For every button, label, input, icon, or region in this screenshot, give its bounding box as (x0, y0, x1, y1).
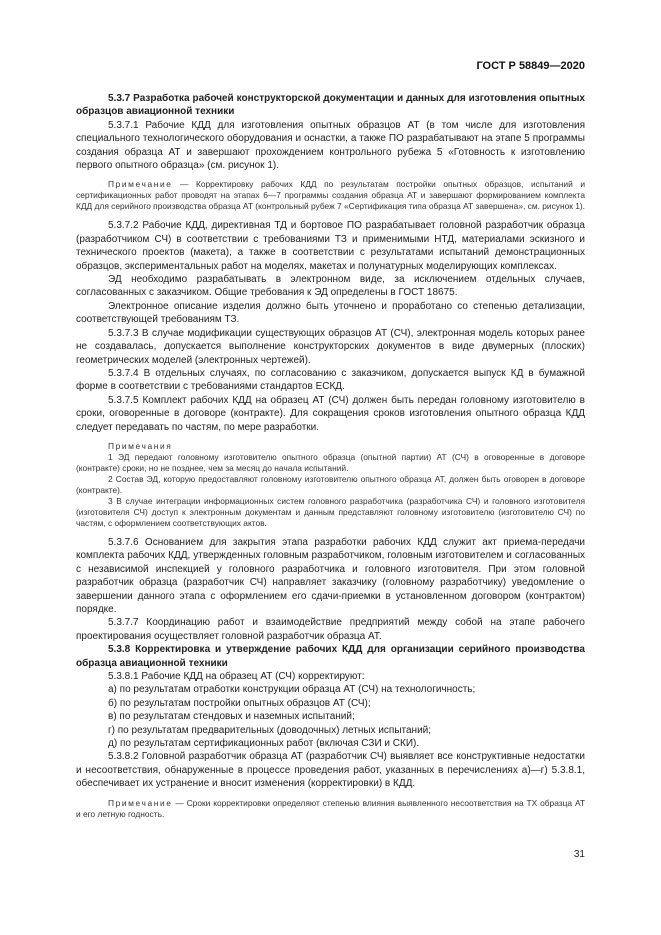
note-label: Примечание (108, 797, 173, 808)
paragraph-electronic-description: Электронное описание изделия должно быть уточнено и проработано со степенью детализации, соответствующей требованиям ТЗ. (76, 300, 585, 326)
note-item: 2 Состав ЭД, которую предоставляют головному изготовителю опытного образца АТ, должен быть оговорен в договоре (контракте). (76, 473, 585, 495)
list-item: д) по результатам сертификационных работ (включая СЗИ и СКИ). (108, 738, 420, 750)
paragraph-5-3-7-5: 5.3.7.5 Комплект рабочих КДД на образец АТ (СЧ) должен быть передан головному изготовителю в сроки, оговоренные в договоре (контракте). Для сокращения сроков изготовления опытного образца КДД следует передавать по частям, по мере разработки. (76, 394, 585, 433)
list-item: г) по результатам предварительных (доводочных) летных испытаний; (108, 724, 432, 736)
page-number: 31 (573, 849, 585, 860)
note-5-3-8-2 (76, 798, 585, 820)
note-5-3-7-1 (76, 179, 585, 212)
paragraph-5-3-7-1: 5.3.7.1 Рабочие КДД для изготовления опытных образцов АТ (в том числе для изготовления специального технологического оборудования и оснастки, а также ПО разрабатывают на этапе 5 программы создания образца АТ и завершают прохождением контрольного рубежа 5 «Готовность к изготовлению первого опытного образца» (см. рисунок 1). (76, 119, 585, 172)
correction-list (76, 683, 585, 750)
paragraph-5-3-8-2: 5.3.8.2 Головной разработчик образца АТ (разработчик СЧ) выявляет все конструктивные недостатки и несоответствия, обнаруженные в процессе проведения работ, указанных в перечислениях а)—г) 5.3.8.1, обеспечивает их устранение и вносит изменения (корректировки) в КДД. (76, 751, 585, 790)
note-text: — Сроки корректировки определяют степенью влияния выявленного несоответствия на ТХ образца АТ и его летную годность. (76, 797, 585, 819)
note-item: 3 В случае интеграции информационных систем головного разработчика (разработчика СЧ) и головного изготовителя (изготовителя СЧ) доступ к электронным документам и данным представляют головному изготовителю (изготовителю СЧ) по частям, с оформлением соответствующих актов. (76, 495, 585, 528)
page-content (76, 92, 585, 827)
paragraph-5-3-7-6: 5.3.7.6 Основанием для закрытия этапа разработки рабочих КДД служит акт приема-передачи комплекта рабочих КДД, утвержденных головным разработчиком, головным изготовителем и согласованных с независимой инспекцией у головного разработчика и головного изготовителя. При этом головной разработчик образца (разработчик СЧ) направляет заказчику (головному разработчику) уведомление о завершении данного этапа с оформлением его сдачи-приемки в установленном договором (контрактом) порядке. (76, 536, 585, 615)
section-heading-5-3-8: 5.3.8 Корректировка и утверждение рабочих КДД для организации серийного производства образца авиационной техники (76, 644, 585, 669)
document-id: ГОСТ Р 58849—2020 (476, 60, 585, 72)
list-item: б) по результатам постройки опытных образцов АТ (СЧ); (108, 697, 371, 709)
paragraph-5-3-7-4: 5.3.7.4 В отдельных случаях, по согласованию с заказчиком, допускается выпуск КД в бумажной форме в соответствии с требованиями стандартов ЕСКД. (76, 367, 585, 393)
section-heading-5-3-7: 5.3.7 Разработка рабочей конструкторской документации и данных для изготовления опытных образцов авиационной техники (76, 93, 585, 118)
paragraph-5-3-7-3: 5.3.7.3 В случае модификации существующих образцов АТ (СЧ), электронная модель которых ранее не создавалась, допускается выполнение конструкторских документов в виде двумерных (плоских) геометрических моделей (электронных чертежей). (76, 327, 585, 366)
note-text: — Корректировку рабочих КДД по результатам постройки опытных образцов, испытаний и сертификационных работ проводят на этапах 6—7 программы создания образца АТ и завершают формированием комплекта КДД для серийного производства образца АТ (контрольный рубеж 7 «Сертификация типа образца АТ завершена», см. рисунок 1). (76, 179, 585, 212)
paragraph-5-3-8-1: 5.3.8.1 Рабочие КДД на образец АТ (СЧ) корректируют: (108, 671, 365, 682)
list-item: а) по результатам отработки конструкции образца АТ (СЧ) на технологичность; (108, 684, 476, 696)
paragraph-ed: ЭД необходимо разрабатывать в электронном виде, за исключением отдельных случаев, согласованных с заказчиком. Общие требования к ЭД определены в ГОСТ 18675. (76, 274, 585, 299)
list-item: в) по результатам стендовых и наземных испытаний; (108, 711, 355, 723)
note-item: 1 ЭД передают головному изготовителю опытного образца (опытной партии) АТ (СЧ) в оговоренные в договоре (контракте) сроки, но не позднее, чем за месяц до начала испытаний. (76, 451, 585, 473)
notes-label: Примечания (108, 440, 173, 451)
paragraph-5-3-7-7: 5.3.7.7 Координацию работ и взаимодействие предприятий между собой на этапе рабочего проектирования осуществляет головной разработчик образца АТ. (76, 617, 585, 642)
paragraph-5-3-7-2: 5.3.7.2 Рабочие КДД, директивная ТД и бортовое ПО разрабатывает головной разработчик образца (разработчиком СЧ) в соответствии с требованиями ТЗ и применимыми НТД, материалами эскизного и технического проектов (макета), а также в соответствии с результатами испытаний демонстрационных образцов, экспериментальных работ на моделях, макетах и полунатурных моделирующих комплексах. (76, 220, 585, 272)
note-label: Примечание (108, 179, 173, 190)
notes-5-3-7-5 (76, 441, 585, 529)
